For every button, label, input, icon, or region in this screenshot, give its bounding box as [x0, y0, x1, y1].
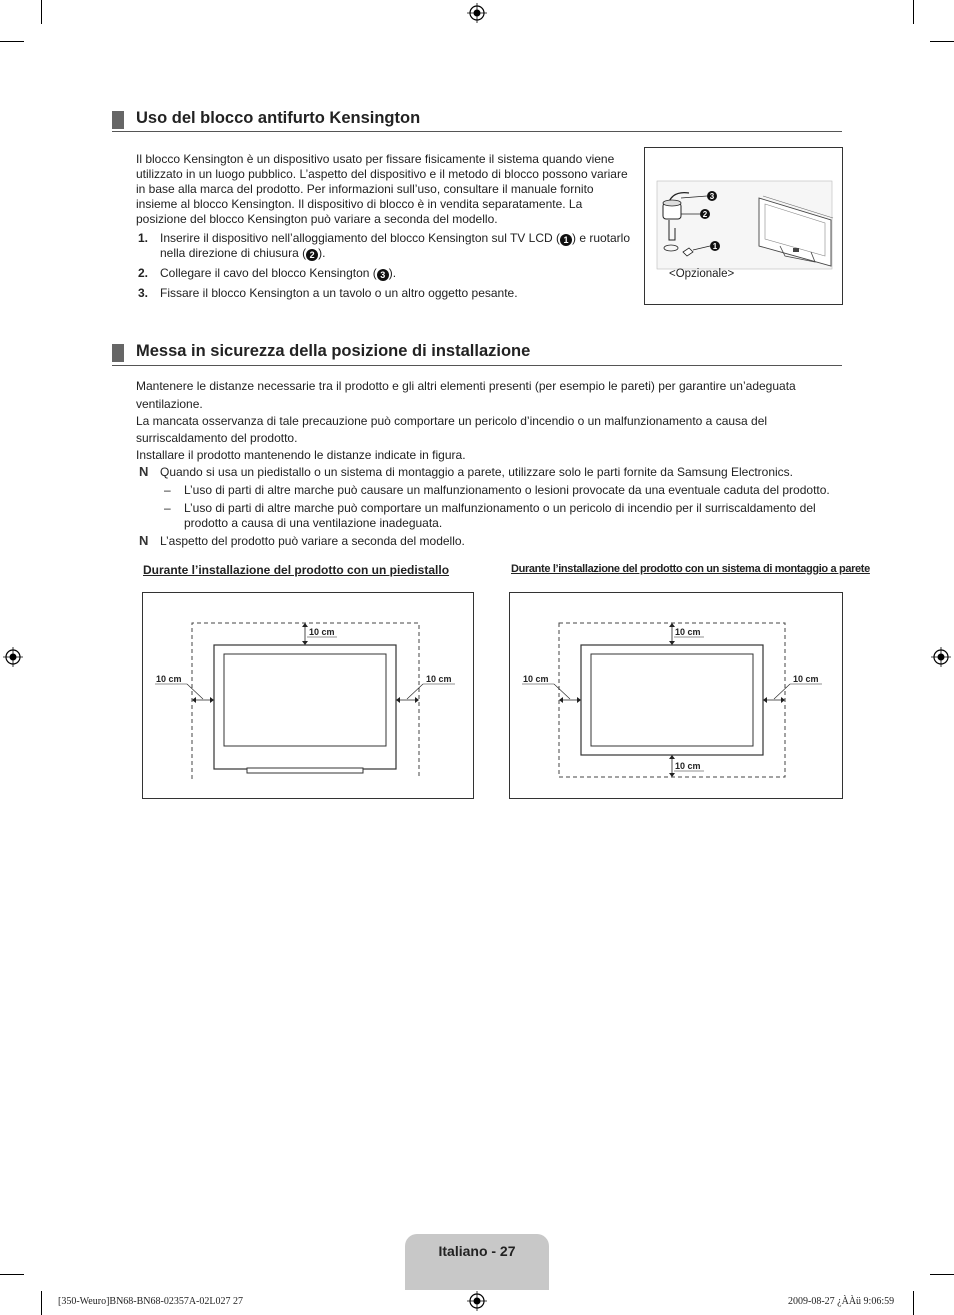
registration-mark-bottom	[467, 1291, 487, 1311]
wall-bottom-distance: 10 cm	[675, 761, 701, 771]
stand-right-distance: 10 cm	[426, 674, 452, 684]
bullet-item-2: L’uso di parti di altre marche può comportare un malfunzionamento o un pericolo di incendio per il surriscaldamento del prodotto a causa di una ventilazione inadeguata.	[184, 501, 816, 530]
figure-caption: <Opzionale>	[669, 268, 735, 280]
page-number-tab	[405, 1234, 549, 1290]
section-title-kensington	[112, 109, 842, 132]
note-samsung-parts: Quando si usa un piedistallo o un sistema di montaggio a parete, utilizzare solo le parti fornite da Samsung Electronics.	[160, 465, 794, 479]
note-appearance: L’aspetto del prodotto può variare a seconda del modello.	[160, 534, 465, 548]
bullet-dash: –	[164, 483, 171, 497]
stand-left-distance: 10 cm	[156, 674, 182, 684]
stand-diagram-title: Durante l’installazione del prodotto con un piedistallo	[143, 563, 450, 577]
installation-paragraph-2: La mancata osservanza di tale precauzione può comportare un pericolo d’incendio o un malfunzionamento a causa del surriscaldamento del prodotto.	[136, 414, 768, 445]
callout-badge: 1	[560, 234, 572, 246]
registration-mark-left	[3, 647, 23, 667]
step-1: Inserire il dispositivo nell’alloggiamento del blocco Kensington sul TV LCD ( 1 ) e ruotarlo nella direzione di chiusura ( 2 ).	[160, 231, 631, 260]
print-slug-left: [350-Weuro]BN68-BN68-02357A-02L027 27	[58, 1296, 243, 1307]
registration-mark-right	[931, 647, 951, 667]
callout-2: 2	[702, 210, 708, 219]
step-2: Collegare il cavo del blocco Kensington ( 3 ).	[160, 266, 397, 280]
print-slug-right: 2009-08-27 ¿ÀÀü 9:06:59	[788, 1296, 895, 1307]
stand-illustration	[143, 593, 473, 798]
kensington-figure	[644, 147, 843, 305]
step-number: 1.	[138, 231, 149, 245]
bullet-item-1: L’uso di parti di altre marche può causare un malfunzionamento o lesioni provocate da una eventuale caduta del prodotto.	[184, 483, 830, 497]
callout-badge: 3	[377, 269, 389, 281]
section-title-text: Messa in sicurezza della posizione di installazione	[136, 342, 531, 360]
step-number: 3.	[138, 286, 149, 300]
callout-3: 3	[709, 192, 715, 201]
wall-diagram	[509, 592, 843, 799]
wall-illustration	[510, 593, 842, 798]
wall-diagram-title: Durante l’installazione del prodotto con un sistema di montaggio a parete	[511, 563, 870, 575]
registration-mark-top	[467, 3, 487, 23]
section-bar	[112, 344, 124, 362]
section-bar	[112, 111, 124, 129]
page-number: Italiano - 27	[438, 1243, 516, 1259]
note-icon: N	[139, 533, 149, 548]
callout-badge: 2	[306, 249, 318, 261]
bullet-dash: –	[164, 501, 171, 515]
installation-paragraph-1: Mantenere le distanze necessarie tra il prodotto e gli altri elementi presenti (per esempio le pareti) per garantire un’adeguata ventilazione.	[136, 379, 796, 411]
section-title-text: Uso del blocco antifurto Kensington	[136, 109, 421, 127]
section-title-installation	[112, 342, 842, 366]
step-number: 2.	[138, 266, 149, 280]
step-3: Fissare il blocco Kensington a un tavolo o un altro oggetto pesante.	[160, 286, 518, 300]
stand-top-distance: 10 cm	[309, 627, 335, 637]
wall-right-distance: 10 cm	[793, 674, 819, 684]
note-icon: N	[139, 464, 149, 479]
wall-left-distance: 10 cm	[523, 674, 549, 684]
kensington-illustration	[645, 148, 842, 304]
callout-1: 1	[712, 242, 718, 251]
kensington-paragraph: Il blocco Kensington è un dispositivo usato per fissare fisicamente il sistema quando viene utilizzato in un luogo pubblico. L’aspetto del dispositivo e il metodo di blocco possono variare in base alla marca del prodotto. Per informazioni sull’uso, consultare il manuale fornito insieme al blocco Kensington. Il dispositivo di blocco è in vendita separatamente. La posizione del blocco Kensington può variare a seconda del modello.	[136, 152, 628, 226]
stand-diagram	[142, 592, 474, 799]
installation-paragraph-3: Installare il prodotto mantenendo le distanze indicate in figura.	[136, 448, 466, 462]
wall-top-distance: 10 cm	[675, 627, 701, 637]
